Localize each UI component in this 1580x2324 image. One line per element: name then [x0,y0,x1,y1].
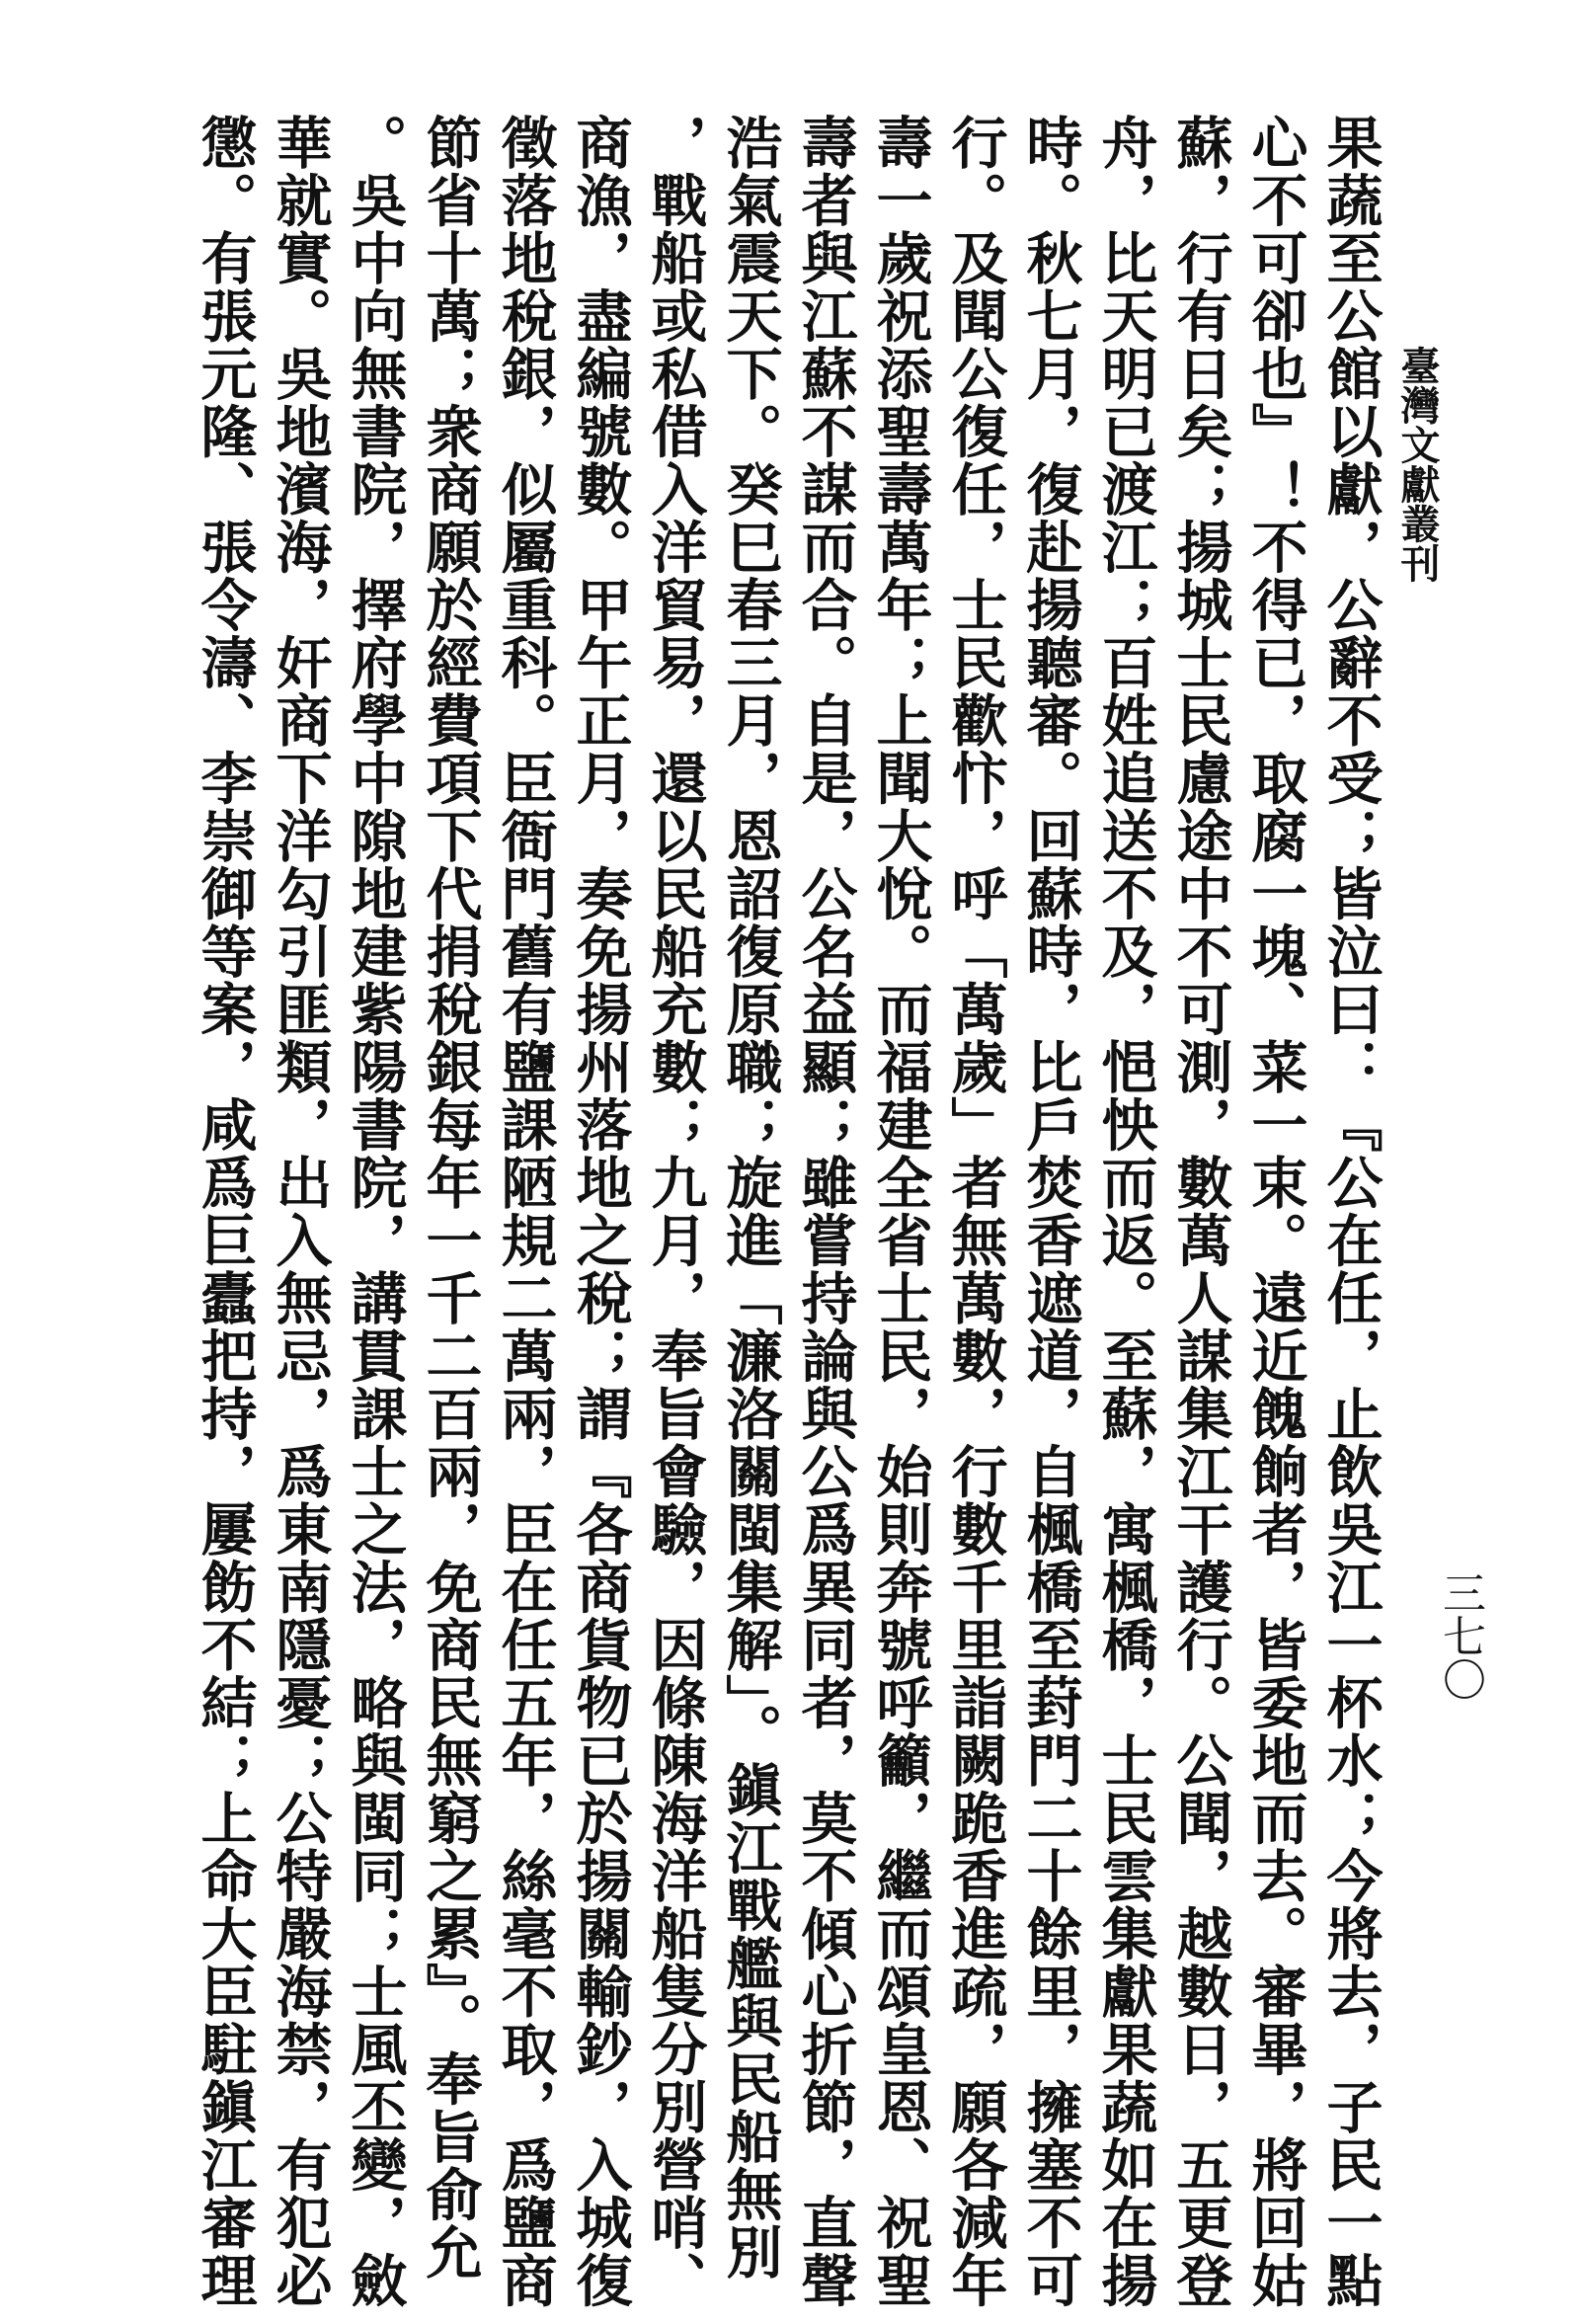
text-column: 時。秋七月，復赴揚聽審。回蘇時，比戶焚香遮道，自楓橋至葑門二十餘里，擁塞不可 [1017,114,1083,2309]
series-title: 臺灣文獻叢刊 [1394,346,1441,583]
text-column: 壽者與江蘇不謀而合。自是，公名益顯；雖嘗持論與公爲異同者，莫不傾心折節，直聲 [792,114,858,2309]
text-column: 浩氣震天下。癸巳春三月，恩詔復原職；旋進「濂洛關閩集解」。鎭江戰艦與民船無別 [717,114,783,2282]
text-column: 懲。有張元隆、張令濤、李崇御等案，咸爲巨蠹把持，屢飭不結；上命大臣駐鎭江審理 [192,114,258,2309]
text-column: 舟，比天明已渡江；百姓追送不及，悒怏而返。至蘇，寓楓橋，士民雲集獻果蔬如在揚 [1092,114,1158,2309]
text-column: 果蔬至公館以獻，公辭不受；皆泣曰：『公在任，止飲吳江一杯水；今將去，子民一點 [1317,114,1383,2309]
text-column: 蘇，行有日矣；揚城士民慮途中不可測，數萬人謀集江干護行。公聞，越數日，五更登 [1167,114,1233,2309]
text-column: 。吳中向無書院，擇府學中隙地建紫陽書院，講貫課士之法，略與閩同；士風丕變，斂 [342,114,408,2309]
text-column: 徵落地稅銀，似屬重科。臣衙門舊有鹽課陋規二萬兩，臣在任五年，絲毫不取，爲鹽商 [492,114,558,2309]
text-column: 心不可卻也』！不得已，取腐一塊、菜一束。遠近餽餉者，皆委地而去。審畢，將回姑 [1242,114,1308,2309]
page-number: 三七〇 [1435,1570,1485,1701]
text-body [187,114,1387,2309]
text-column: 行。及聞公復任，士民歡忭，呼「萬歲」者無萬數，行數千里詣闕跪香進疏，願各減年 [942,114,1008,2309]
text-column: 節省十萬；衆商願於經費項下代捐稅銀每年一千二百兩，免商民無窮之累』。奉旨俞允 [417,114,483,2282]
text-column: 商漁，盡編號數。甲午正月，奏免揚州落地之稅；謂『各商貨物已於揚關輸鈔，入城復 [567,114,633,2309]
text-column: 壽一歲祝添聖壽萬年；上聞大悅。而福建全省士民，始則奔號呼籲，繼而頌皇恩、祝聖 [867,114,933,2309]
text-column: 華就實。吳地濱海，奸商下洋勾引匪類，出入無忌，爲東南隱憂；公特嚴海禁，有犯必 [267,114,333,2309]
text-column: ，戰船或私借入洋貿易，還以民船充數；九月，奉旨會驗，因條陳海洋船隻分別營哨、 [642,114,708,2309]
